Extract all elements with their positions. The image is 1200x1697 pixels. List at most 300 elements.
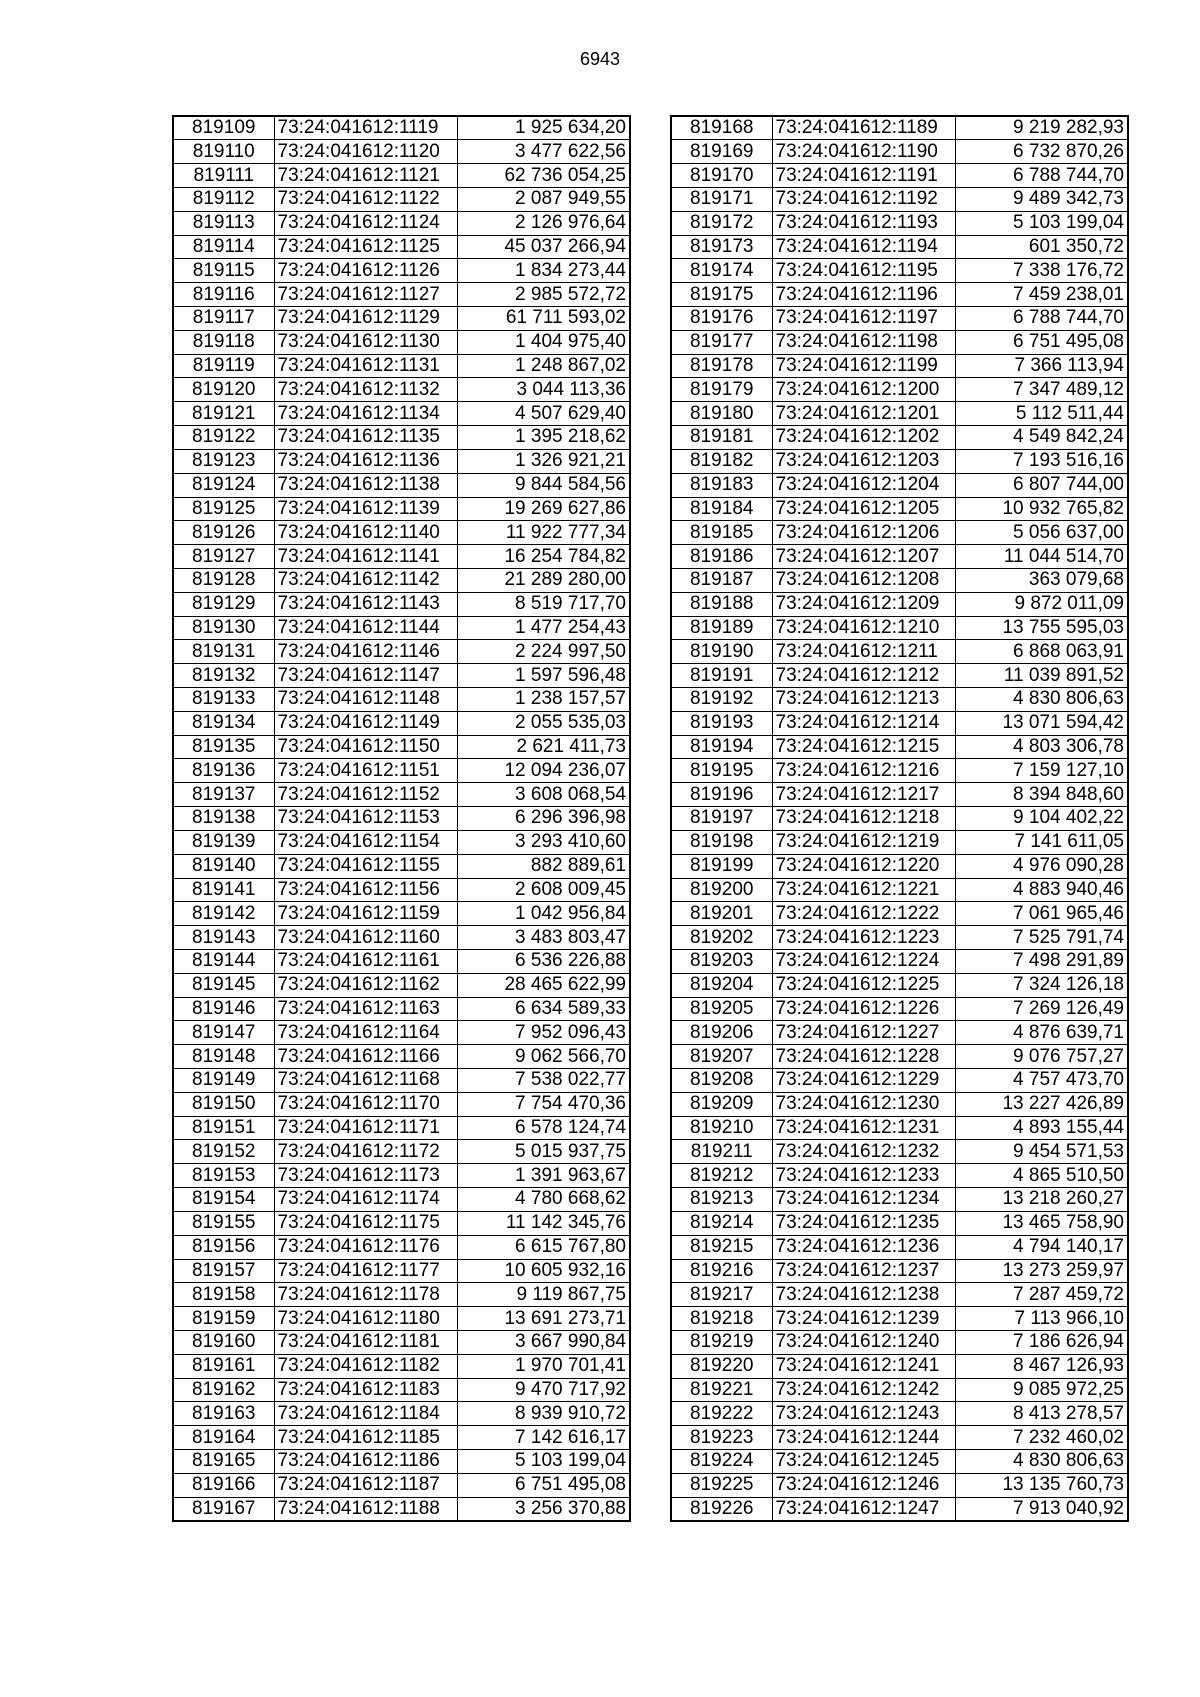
cadastral-number-cell: 73:24:041612:1212 <box>772 664 955 688</box>
cadastral-number-cell: 73:24:041612:1247 <box>772 1497 955 1521</box>
cadastral-number-cell: 73:24:041612:1243 <box>772 1402 955 1426</box>
cadastral-number-cell: 73:24:041612:1231 <box>772 1116 955 1140</box>
table-row <box>173 473 630 497</box>
cadastral-number-cell: 73:24:041612:1188 <box>274 1497 457 1521</box>
cadastral-number-cell: 73:24:041612:1236 <box>772 1235 955 1259</box>
table-row <box>173 1259 630 1283</box>
row-number-cell: 819190 <box>671 640 772 664</box>
row-number-cell: 819150 <box>173 1092 274 1116</box>
cadastral-number-cell: 73:24:041612:1203 <box>772 449 955 473</box>
cadastral-value-cell: 13 135 760,73 <box>955 1473 1128 1497</box>
cadastral-number-cell: 73:24:041612:1143 <box>274 592 457 616</box>
cadastral-value-cell: 5 103 199,04 <box>955 211 1128 235</box>
row-number-cell: 819221 <box>671 1378 772 1402</box>
cadastral-value-cell: 6 868 063,91 <box>955 640 1128 664</box>
row-number-cell: 819196 <box>671 783 772 807</box>
cadastral-number-cell: 73:24:041612:1239 <box>772 1307 955 1331</box>
row-number-cell: 819139 <box>173 830 274 854</box>
cadastral-value-cell: 9 119 867,75 <box>457 1283 630 1307</box>
cadastral-value-cell: 8 467 126,93 <box>955 1354 1128 1378</box>
cadastral-number-cell: 73:24:041612:1183 <box>274 1378 457 1402</box>
row-number-cell: 819111 <box>173 164 274 188</box>
row-number-cell: 819137 <box>173 783 274 807</box>
row-number-cell: 819153 <box>173 1164 274 1188</box>
cadastral-value-cell: 7 525 791,74 <box>955 926 1128 950</box>
table-row <box>173 664 630 688</box>
row-number-cell: 819123 <box>173 449 274 473</box>
row-number-cell: 819178 <box>671 354 772 378</box>
table-row <box>173 854 630 878</box>
row-number-cell: 819140 <box>173 854 274 878</box>
cadastral-number-cell: 73:24:041612:1160 <box>274 926 457 950</box>
table-row <box>173 1140 630 1164</box>
row-number-cell: 819155 <box>173 1211 274 1235</box>
row-number-cell: 819164 <box>173 1426 274 1450</box>
cadastral-value-cell: 1 042 956,84 <box>457 902 630 926</box>
cadastral-value-cell: 45 037 266,94 <box>457 235 630 259</box>
table-row <box>671 259 1128 283</box>
table-row <box>173 426 630 450</box>
row-number-cell: 819124 <box>173 473 274 497</box>
cadastral-value-cell: 6 536 226,88 <box>457 949 630 973</box>
row-number-cell: 819112 <box>173 187 274 211</box>
cadastral-value-cell: 7 269 126,49 <box>955 997 1128 1021</box>
cadastral-number-cell: 73:24:041612:1227 <box>772 1021 955 1045</box>
cadastral-value-cell: 1 395 218,62 <box>457 426 630 450</box>
cadastral-value-cell: 7 287 459,72 <box>955 1283 1128 1307</box>
table-row <box>671 1211 1128 1235</box>
cadastral-value-cell: 9 872 011,09 <box>955 592 1128 616</box>
row-number-cell: 819177 <box>671 330 772 354</box>
table-row <box>671 616 1128 640</box>
row-number-cell: 819214 <box>671 1211 772 1235</box>
row-number-cell: 819172 <box>671 211 772 235</box>
cadastral-number-cell: 73:24:041612:1218 <box>772 807 955 831</box>
row-number-cell: 819212 <box>671 1164 772 1188</box>
cadastral-value-cell: 8 394 848,60 <box>955 783 1128 807</box>
row-number-cell: 819171 <box>671 187 772 211</box>
table-row <box>173 1211 630 1235</box>
table-row <box>173 1164 630 1188</box>
row-number-cell: 819208 <box>671 1069 772 1093</box>
table-row <box>173 1307 630 1331</box>
table-row <box>173 1497 630 1521</box>
cadastral-number-cell: 73:24:041612:1205 <box>772 497 955 521</box>
cadastral-number-cell: 73:24:041612:1180 <box>274 1307 457 1331</box>
cadastral-value-cell: 11 142 345,76 <box>457 1211 630 1235</box>
cadastral-value-cell: 601 350,72 <box>955 235 1128 259</box>
row-number-cell: 819223 <box>671 1426 772 1450</box>
cadastral-value-cell: 7 538 022,77 <box>457 1069 630 1093</box>
table-row <box>671 1164 1128 1188</box>
row-number-cell: 819222 <box>671 1402 772 1426</box>
row-number-cell: 819120 <box>173 378 274 402</box>
cadastral-value-cell: 1 248 867,02 <box>457 354 630 378</box>
cadastral-value-cell: 3 483 803,47 <box>457 926 630 950</box>
cadastral-number-cell: 73:24:041612:1225 <box>772 973 955 997</box>
row-number-cell: 819148 <box>173 1045 274 1069</box>
cadastral-value-cell: 5 112 511,44 <box>955 402 1128 426</box>
cadastral-number-cell: 73:24:041612:1164 <box>274 1021 457 1045</box>
table-row <box>173 1283 630 1307</box>
table-row <box>671 330 1128 354</box>
cadastral-table-right <box>670 115 1129 1522</box>
cadastral-number-cell: 73:24:041612:1121 <box>274 164 457 188</box>
table-row <box>173 1354 630 1378</box>
cadastral-number-cell: 73:24:041612:1221 <box>772 878 955 902</box>
cadastral-value-cell: 6 751 495,08 <box>457 1473 630 1497</box>
cadastral-number-cell: 73:24:041612:1223 <box>772 926 955 950</box>
table-row <box>671 997 1128 1021</box>
row-number-cell: 819225 <box>671 1473 772 1497</box>
cadastral-value-cell: 6 615 767,80 <box>457 1235 630 1259</box>
row-number-cell: 819113 <box>173 211 274 235</box>
table-row <box>173 949 630 973</box>
table-row <box>173 235 630 259</box>
cadastral-number-cell: 73:24:041612:1229 <box>772 1069 955 1093</box>
cadastral-value-cell: 2 055 535,03 <box>457 711 630 735</box>
row-number-cell: 819195 <box>671 759 772 783</box>
row-number-cell: 819162 <box>173 1378 274 1402</box>
row-number-cell: 819207 <box>671 1045 772 1069</box>
cadastral-value-cell: 5 103 199,04 <box>457 1450 630 1474</box>
table-row <box>671 211 1128 235</box>
row-number-cell: 819161 <box>173 1354 274 1378</box>
cadastral-value-cell: 13 071 594,42 <box>955 711 1128 735</box>
table-row <box>173 973 630 997</box>
row-number-cell: 819216 <box>671 1259 772 1283</box>
cadastral-number-cell: 73:24:041612:1214 <box>772 711 955 735</box>
table-row <box>671 854 1128 878</box>
cadastral-number-cell: 73:24:041612:1191 <box>772 164 955 188</box>
cadastral-value-cell: 2 608 009,45 <box>457 878 630 902</box>
cadastral-number-cell: 73:24:041612:1155 <box>274 854 457 878</box>
row-number-cell: 819114 <box>173 235 274 259</box>
row-number-cell: 819210 <box>671 1116 772 1140</box>
table-row <box>173 140 630 164</box>
row-number-cell: 819189 <box>671 616 772 640</box>
cadastral-number-cell: 73:24:041612:1166 <box>274 1045 457 1069</box>
cadastral-value-cell: 7 232 460,02 <box>955 1426 1128 1450</box>
table-row <box>173 283 630 307</box>
cadastral-number-cell: 73:24:041612:1187 <box>274 1473 457 1497</box>
cadastral-value-cell: 7 142 616,17 <box>457 1426 630 1450</box>
table-row <box>173 807 630 831</box>
table-row <box>671 1450 1128 1474</box>
cadastral-number-cell: 73:24:041612:1241 <box>772 1354 955 1378</box>
row-number-cell: 819143 <box>173 926 274 950</box>
row-number-cell: 819119 <box>173 354 274 378</box>
table-row <box>173 164 630 188</box>
cadastral-number-cell: 73:24:041612:1233 <box>772 1164 955 1188</box>
cadastral-value-cell: 28 465 622,99 <box>457 973 630 997</box>
table-row <box>671 140 1128 164</box>
cadastral-value-cell: 4 893 155,44 <box>955 1116 1128 1140</box>
cadastral-number-cell: 73:24:041612:1129 <box>274 307 457 331</box>
row-number-cell: 819187 <box>671 568 772 592</box>
cadastral-number-cell: 73:24:041612:1154 <box>274 830 457 854</box>
cadastral-number-cell: 73:24:041612:1242 <box>772 1378 955 1402</box>
table-row <box>671 1140 1128 1164</box>
cadastral-value-cell: 2 985 572,72 <box>457 283 630 307</box>
table-row <box>173 711 630 735</box>
row-number-cell: 819204 <box>671 973 772 997</box>
row-number-cell: 819194 <box>671 735 772 759</box>
table-row <box>671 878 1128 902</box>
cadastral-number-cell: 73:24:041612:1172 <box>274 1140 457 1164</box>
table-row <box>173 187 630 211</box>
cadastral-number-cell: 73:24:041612:1196 <box>772 283 955 307</box>
cadastral-number-cell: 73:24:041612:1213 <box>772 688 955 712</box>
row-number-cell: 819174 <box>671 259 772 283</box>
table-row <box>671 1069 1128 1093</box>
cadastral-number-cell: 73:24:041612:1163 <box>274 997 457 1021</box>
table-row <box>671 449 1128 473</box>
row-number-cell: 819226 <box>671 1497 772 1521</box>
row-number-cell: 819215 <box>671 1235 772 1259</box>
table-row <box>671 688 1128 712</box>
row-number-cell: 819154 <box>173 1188 274 1212</box>
cadastral-number-cell: 73:24:041612:1215 <box>772 735 955 759</box>
cadastral-value-cell: 7 498 291,89 <box>955 949 1128 973</box>
cadastral-value-cell: 9 844 584,56 <box>457 473 630 497</box>
table-row <box>671 949 1128 973</box>
row-number-cell: 819132 <box>173 664 274 688</box>
row-number-cell: 819206 <box>671 1021 772 1045</box>
cadastral-value-cell: 8 413 278,57 <box>955 1402 1128 1426</box>
cadastral-value-cell: 13 218 260,27 <box>955 1188 1128 1212</box>
cadastral-value-cell: 7 061 965,46 <box>955 902 1128 926</box>
row-number-cell: 819144 <box>173 949 274 973</box>
row-number-cell: 819217 <box>671 1283 772 1307</box>
cadastral-number-cell: 73:24:041612:1220 <box>772 854 955 878</box>
cadastral-value-cell: 4 757 473,70 <box>955 1069 1128 1093</box>
row-number-cell: 819130 <box>173 616 274 640</box>
row-number-cell: 819122 <box>173 426 274 450</box>
cadastral-number-cell: 73:24:041612:1162 <box>274 973 457 997</box>
table-row <box>173 1426 630 1450</box>
row-number-cell: 819126 <box>173 521 274 545</box>
row-number-cell: 819133 <box>173 688 274 712</box>
table-row <box>671 759 1128 783</box>
row-number-cell: 819165 <box>173 1450 274 1474</box>
cadastral-value-cell: 16 254 784,82 <box>457 545 630 569</box>
cadastral-value-cell: 1 925 634,20 <box>457 116 630 140</box>
cadastral-number-cell: 73:24:041612:1149 <box>274 711 457 735</box>
table-row <box>671 354 1128 378</box>
cadastral-number-cell: 73:24:041612:1234 <box>772 1188 955 1212</box>
table-row <box>671 783 1128 807</box>
table-row <box>173 1021 630 1045</box>
row-number-cell: 819142 <box>173 902 274 926</box>
row-number-cell: 819158 <box>173 1283 274 1307</box>
cadastral-number-cell: 73:24:041612:1202 <box>772 426 955 450</box>
cadastral-number-cell: 73:24:041612:1174 <box>274 1188 457 1212</box>
row-number-cell: 819202 <box>671 926 772 950</box>
cadastral-number-cell: 73:24:041612:1146 <box>274 640 457 664</box>
cadastral-value-cell: 3 667 990,84 <box>457 1330 630 1354</box>
row-number-cell: 819125 <box>173 497 274 521</box>
row-number-cell: 819182 <box>671 449 772 473</box>
cadastral-number-cell: 73:24:041612:1153 <box>274 807 457 831</box>
row-number-cell: 819219 <box>671 1330 772 1354</box>
row-number-cell: 819183 <box>671 473 772 497</box>
cadastral-value-cell: 2 224 997,50 <box>457 640 630 664</box>
cadastral-number-cell: 73:24:041612:1195 <box>772 259 955 283</box>
cadastral-number-cell: 73:24:041612:1159 <box>274 902 457 926</box>
cadastral-number-cell: 73:24:041612:1138 <box>274 473 457 497</box>
cadastral-value-cell: 9 489 342,73 <box>955 187 1128 211</box>
row-number-cell: 819198 <box>671 830 772 854</box>
cadastral-value-cell: 8 519 717,70 <box>457 592 630 616</box>
cadastral-value-cell: 1 597 596,48 <box>457 664 630 688</box>
cadastral-value-cell: 4 803 306,78 <box>955 735 1128 759</box>
row-number-cell: 819134 <box>173 711 274 735</box>
row-number-cell: 819180 <box>671 402 772 426</box>
row-number-cell: 819131 <box>173 640 274 664</box>
row-number-cell: 819192 <box>671 688 772 712</box>
cadastral-number-cell: 73:24:041612:1235 <box>772 1211 955 1235</box>
cadastral-number-cell: 73:24:041612:1184 <box>274 1402 457 1426</box>
cadastral-value-cell: 6 788 744,70 <box>955 307 1128 331</box>
cadastral-value-cell: 1 834 273,44 <box>457 259 630 283</box>
table-row <box>671 164 1128 188</box>
cadastral-value-cell: 4 830 806,63 <box>955 688 1128 712</box>
row-number-cell: 819168 <box>671 116 772 140</box>
table-row <box>671 545 1128 569</box>
cadastral-value-cell: 13 227 426,89 <box>955 1092 1128 1116</box>
cadastral-number-cell: 73:24:041612:1222 <box>772 902 955 926</box>
row-number-cell: 819186 <box>671 545 772 569</box>
table-row <box>173 997 630 1021</box>
cadastral-number-cell: 73:24:041612:1130 <box>274 330 457 354</box>
cadastral-number-cell: 73:24:041612:1199 <box>772 354 955 378</box>
table-row <box>173 402 630 426</box>
cadastral-value-cell: 5 015 937,75 <box>457 1140 630 1164</box>
cadastral-number-cell: 73:24:041612:1216 <box>772 759 955 783</box>
table-row <box>173 616 630 640</box>
cadastral-number-cell: 73:24:041612:1125 <box>274 235 457 259</box>
cadastral-number-cell: 73:24:041612:1240 <box>772 1330 955 1354</box>
table-row <box>173 783 630 807</box>
cadastral-value-cell: 12 094 236,07 <box>457 759 630 783</box>
cadastral-number-cell: 73:24:041612:1198 <box>772 330 955 354</box>
table-row <box>173 592 630 616</box>
cadastral-number-cell: 73:24:041612:1206 <box>772 521 955 545</box>
cadastral-value-cell: 10 605 932,16 <box>457 1259 630 1283</box>
cadastral-value-cell: 13 465 758,90 <box>955 1211 1128 1235</box>
table-row <box>173 830 630 854</box>
cadastral-value-cell: 9 085 972,25 <box>955 1378 1128 1402</box>
cadastral-number-cell: 73:24:041612:1144 <box>274 616 457 640</box>
cadastral-number-cell: 73:24:041612:1175 <box>274 1211 457 1235</box>
cadastral-value-cell: 6 578 124,74 <box>457 1116 630 1140</box>
row-number-cell: 819146 <box>173 997 274 1021</box>
cadastral-value-cell: 62 736 054,25 <box>457 164 630 188</box>
cadastral-value-cell: 7 159 127,10 <box>955 759 1128 783</box>
table-row <box>173 926 630 950</box>
table-row <box>671 568 1128 592</box>
table-row <box>173 1116 630 1140</box>
table-row <box>671 807 1128 831</box>
table-row <box>173 378 630 402</box>
table-row <box>671 1045 1128 1069</box>
table-row <box>173 1330 630 1354</box>
cadastral-value-cell: 21 289 280,00 <box>457 568 630 592</box>
row-number-cell: 819157 <box>173 1259 274 1283</box>
cadastral-number-cell: 73:24:041612:1148 <box>274 688 457 712</box>
cadastral-value-cell: 6 788 744,70 <box>955 164 1128 188</box>
cadastral-number-cell: 73:24:041612:1246 <box>772 1473 955 1497</box>
cadastral-number-cell: 73:24:041612:1208 <box>772 568 955 592</box>
cadastral-number-cell: 73:24:041612:1131 <box>274 354 457 378</box>
row-number-cell: 819218 <box>671 1307 772 1331</box>
table-row <box>173 1402 630 1426</box>
cadastral-number-cell: 73:24:041612:1189 <box>772 116 955 140</box>
cadastral-number-cell: 73:24:041612:1182 <box>274 1354 457 1378</box>
cadastral-number-cell: 73:24:041612:1139 <box>274 497 457 521</box>
cadastral-number-cell: 73:24:041612:1126 <box>274 259 457 283</box>
row-number-cell: 819159 <box>173 1307 274 1331</box>
cadastral-value-cell: 3 608 068,54 <box>457 783 630 807</box>
cadastral-number-cell: 73:24:041612:1232 <box>772 1140 955 1164</box>
cadastral-number-cell: 73:24:041612:1194 <box>772 235 955 259</box>
cadastral-number-cell: 73:24:041612:1209 <box>772 592 955 616</box>
row-number-cell: 819147 <box>173 1021 274 1045</box>
table-row <box>671 735 1128 759</box>
table-row <box>173 330 630 354</box>
cadastral-number-cell: 73:24:041612:1171 <box>274 1116 457 1140</box>
row-number-cell: 819110 <box>173 140 274 164</box>
row-number-cell: 819181 <box>671 426 772 450</box>
row-number-cell: 819136 <box>173 759 274 783</box>
row-number-cell: 819118 <box>173 330 274 354</box>
table-row <box>671 973 1128 997</box>
table-row <box>173 640 630 664</box>
cadastral-number-cell: 73:24:041612:1119 <box>274 116 457 140</box>
cadastral-value-cell: 4 865 510,50 <box>955 1164 1128 1188</box>
cadastral-value-cell: 3 256 370,88 <box>457 1497 630 1521</box>
cadastral-value-cell: 7 366 113,94 <box>955 354 1128 378</box>
cadastral-value-cell: 7 459 238,01 <box>955 283 1128 307</box>
cadastral-value-cell: 9 219 282,93 <box>955 116 1128 140</box>
cadastral-number-cell: 73:24:041612:1177 <box>274 1259 457 1283</box>
cadastral-table-left <box>172 115 631 1522</box>
cadastral-number-cell: 73:24:041612:1141 <box>274 545 457 569</box>
cadastral-number-cell: 73:24:041612:1211 <box>772 640 955 664</box>
row-number-cell: 819145 <box>173 973 274 997</box>
cadastral-value-cell: 1 238 157,57 <box>457 688 630 712</box>
cadastral-value-cell: 13 273 259,97 <box>955 1259 1128 1283</box>
row-number-cell: 819176 <box>671 307 772 331</box>
row-number-cell: 819156 <box>173 1235 274 1259</box>
table-row <box>173 1045 630 1069</box>
row-number-cell: 819173 <box>671 235 772 259</box>
cadastral-value-cell: 10 932 765,82 <box>955 497 1128 521</box>
cadastral-value-cell: 7 193 516,16 <box>955 449 1128 473</box>
table-row <box>173 1450 630 1474</box>
cadastral-number-cell: 73:24:041612:1237 <box>772 1259 955 1283</box>
table-row <box>671 1116 1128 1140</box>
cadastral-number-cell: 73:24:041612:1190 <box>772 140 955 164</box>
row-number-cell: 819185 <box>671 521 772 545</box>
cadastral-value-cell: 7 754 470,36 <box>457 1092 630 1116</box>
row-number-cell: 819151 <box>173 1116 274 1140</box>
table-row <box>671 830 1128 854</box>
cadastral-value-cell: 11 039 891,52 <box>955 664 1128 688</box>
row-number-cell: 819163 <box>173 1402 274 1426</box>
table-row <box>671 592 1128 616</box>
